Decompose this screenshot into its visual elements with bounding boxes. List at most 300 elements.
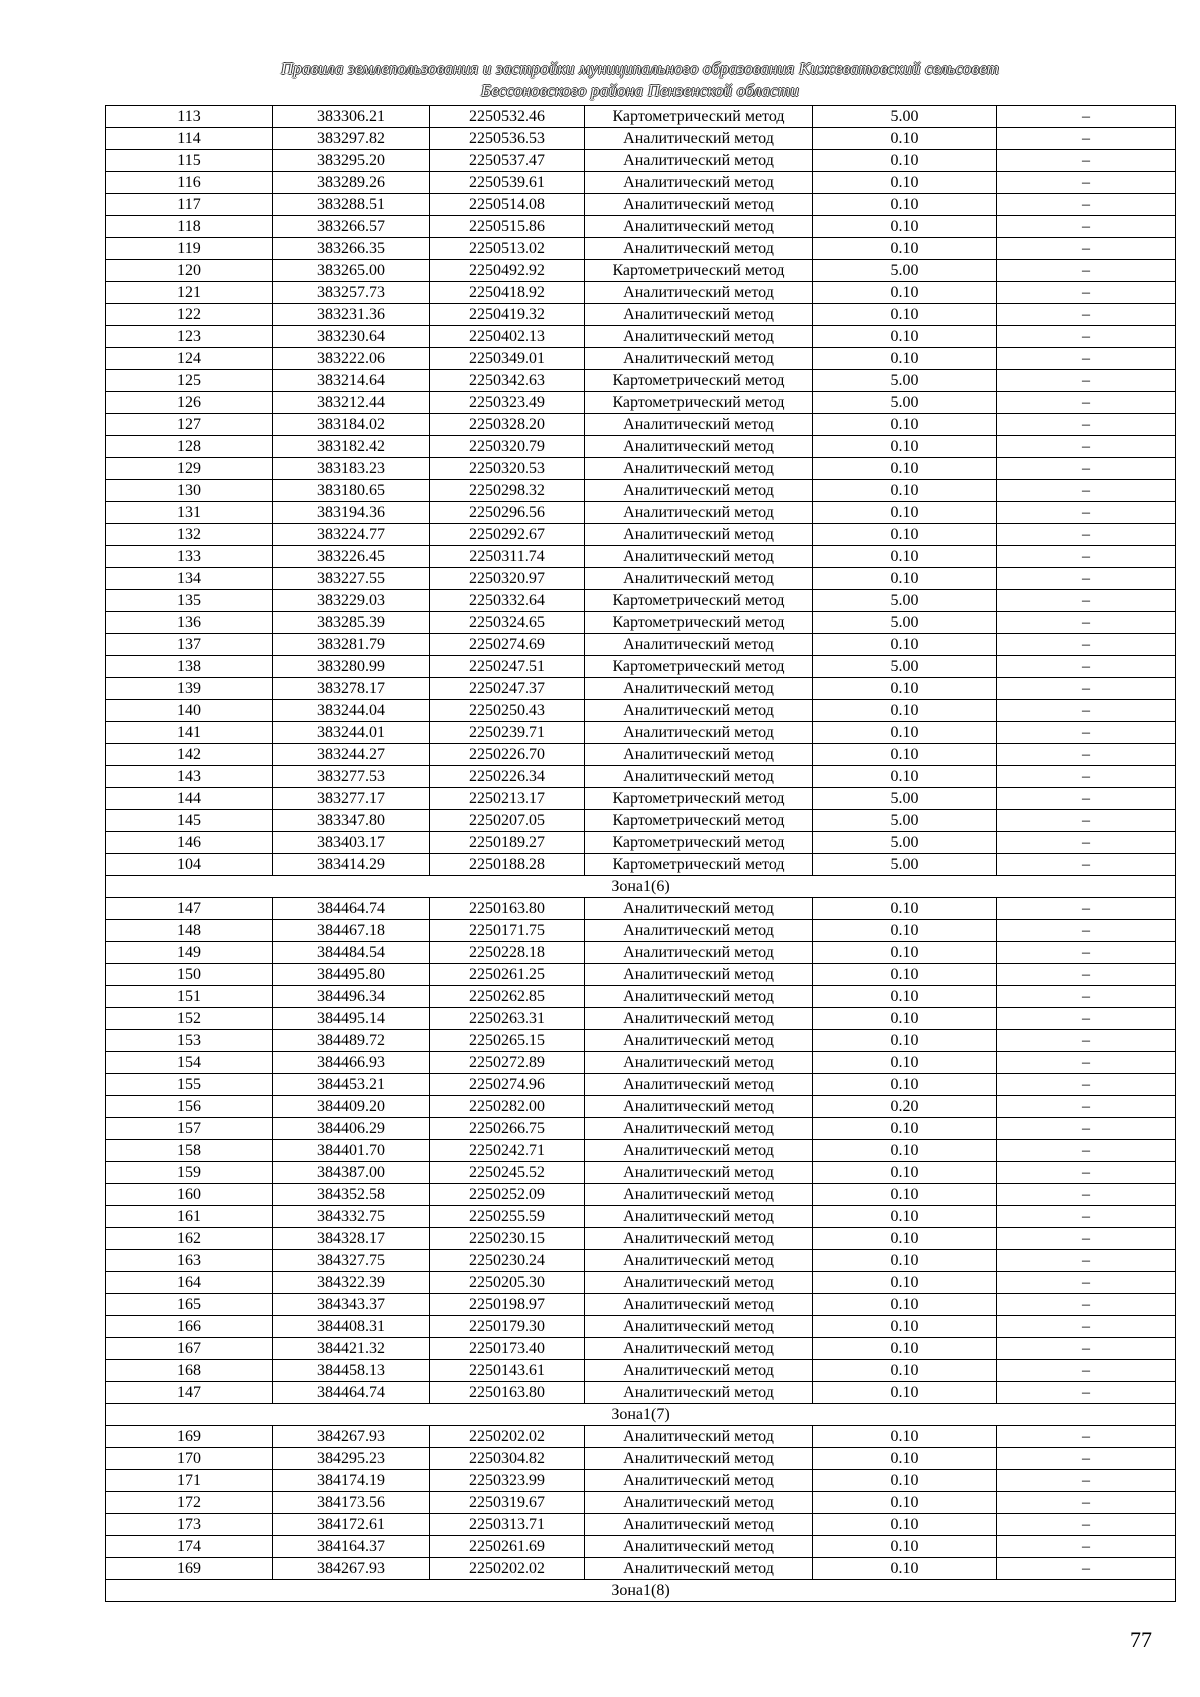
method-cell: Аналитический метод <box>585 282 813 304</box>
precision-cell: 5.00 <box>813 832 997 854</box>
point-number-cell: 133 <box>106 546 273 568</box>
precision-cell: 0.10 <box>813 414 997 436</box>
method-cell: Аналитический метод <box>585 700 813 722</box>
description-cell: – <box>997 502 1176 524</box>
y-coordinate-cell: 2250349.01 <box>430 348 585 370</box>
page-number: 77 <box>1130 1627 1152 1652</box>
point-number-cell: 169 <box>106 1426 273 1448</box>
point-number-cell: 127 <box>106 414 273 436</box>
x-coordinate-cell: 383266.57 <box>273 216 430 238</box>
description-cell: – <box>997 436 1176 458</box>
table-row <box>106 1492 1176 1514</box>
precision-cell: 0.10 <box>813 216 997 238</box>
y-coordinate-cell: 2250274.69 <box>430 634 585 656</box>
method-cell: Аналитический метод <box>585 568 813 590</box>
point-number-cell: 144 <box>106 788 273 810</box>
method-cell: Картометрический метод <box>585 612 813 634</box>
point-number-cell: 147 <box>106 1382 273 1404</box>
x-coordinate-cell: 383184.02 <box>273 414 430 436</box>
precision-cell: 0.10 <box>813 634 997 656</box>
table-row <box>106 1558 1176 1580</box>
table-row <box>106 1008 1176 1030</box>
description-cell: – <box>997 810 1176 832</box>
precision-cell: 0.10 <box>813 986 997 1008</box>
precision-cell: 0.10 <box>813 1206 997 1228</box>
point-number-cell: 157 <box>106 1118 273 1140</box>
y-coordinate-cell: 2250515.86 <box>430 216 585 238</box>
precision-cell: 5.00 <box>813 612 997 634</box>
x-coordinate-cell: 384408.31 <box>273 1316 430 1338</box>
precision-cell: 0.10 <box>813 1558 997 1580</box>
method-cell: Аналитический метод <box>585 1074 813 1096</box>
x-coordinate-cell: 384464.74 <box>273 1382 430 1404</box>
zone-label: Зона1(8) <box>106 1580 1176 1602</box>
point-number-cell: 113 <box>106 106 273 128</box>
method-cell: Аналитический метод <box>585 150 813 172</box>
method-cell: Аналитический метод <box>585 1316 813 1338</box>
table-row <box>106 1448 1176 1470</box>
point-number-cell: 128 <box>106 436 273 458</box>
point-number-cell: 125 <box>106 370 273 392</box>
description-cell: – <box>997 656 1176 678</box>
description-cell: – <box>997 590 1176 612</box>
point-number-cell: 161 <box>106 1206 273 1228</box>
y-coordinate-cell: 2250250.43 <box>430 700 585 722</box>
y-coordinate-cell: 2250332.64 <box>430 590 585 612</box>
table-row <box>106 1514 1176 1536</box>
method-cell: Аналитический метод <box>585 304 813 326</box>
x-coordinate-cell: 384172.61 <box>273 1514 430 1536</box>
x-coordinate-cell: 383226.45 <box>273 546 430 568</box>
x-coordinate-cell: 383295.20 <box>273 150 430 172</box>
x-coordinate-cell: 384484.54 <box>273 942 430 964</box>
precision-cell: 0.10 <box>813 1118 997 1140</box>
y-coordinate-cell: 2250163.80 <box>430 1382 585 1404</box>
description-cell: – <box>997 370 1176 392</box>
description-cell: – <box>997 1118 1176 1140</box>
precision-cell: 0.10 <box>813 238 997 260</box>
table-row <box>106 722 1176 744</box>
description-cell: – <box>997 304 1176 326</box>
point-number-cell: 118 <box>106 216 273 238</box>
y-coordinate-cell: 2250320.53 <box>430 458 585 480</box>
table-row <box>106 216 1176 238</box>
method-cell: Аналитический метод <box>585 458 813 480</box>
y-coordinate-cell: 2250319.67 <box>430 1492 585 1514</box>
point-number-cell: 155 <box>106 1074 273 1096</box>
description-cell: – <box>997 458 1176 480</box>
x-coordinate-cell: 383244.27 <box>273 744 430 766</box>
precision-cell: 0.10 <box>813 1316 997 1338</box>
method-cell: Аналитический метод <box>585 1426 813 1448</box>
description-cell: – <box>997 700 1176 722</box>
point-number-cell: 164 <box>106 1272 273 1294</box>
method-cell: Аналитический метод <box>585 964 813 986</box>
method-cell: Аналитический метод <box>585 194 813 216</box>
x-coordinate-cell: 384332.75 <box>273 1206 430 1228</box>
precision-cell: 0.10 <box>813 1250 997 1272</box>
method-cell: Картометрический метод <box>585 106 813 128</box>
table-row <box>106 172 1176 194</box>
description-cell: – <box>997 1382 1176 1404</box>
precision-cell: 0.10 <box>813 1492 997 1514</box>
y-coordinate-cell: 2250272.89 <box>430 1052 585 1074</box>
method-cell: Аналитический метод <box>585 920 813 942</box>
description-cell: – <box>997 744 1176 766</box>
precision-cell: 5.00 <box>813 810 997 832</box>
y-coordinate-cell: 2250296.56 <box>430 502 585 524</box>
y-coordinate-cell: 2250274.96 <box>430 1074 585 1096</box>
y-coordinate-cell: 2250207.05 <box>430 810 585 832</box>
running-header-line-2: Бессоновского района Пензенской области <box>480 81 800 100</box>
point-number-cell: 141 <box>106 722 273 744</box>
table-row <box>106 1470 1176 1492</box>
table-row <box>106 370 1176 392</box>
method-cell: Аналитический метод <box>585 128 813 150</box>
method-cell: Аналитический метод <box>585 1052 813 1074</box>
point-number-cell: 146 <box>106 832 273 854</box>
table-row <box>106 788 1176 810</box>
method-cell: Аналитический метод <box>585 216 813 238</box>
method-cell: Аналитический метод <box>585 766 813 788</box>
table-row <box>106 128 1176 150</box>
y-coordinate-cell: 2250173.40 <box>430 1338 585 1360</box>
description-cell: – <box>997 1448 1176 1470</box>
x-coordinate-cell: 384406.29 <box>273 1118 430 1140</box>
description-cell: – <box>997 524 1176 546</box>
x-coordinate-cell: 383194.36 <box>273 502 430 524</box>
description-cell: – <box>997 1514 1176 1536</box>
method-cell: Аналитический метод <box>585 1118 813 1140</box>
y-coordinate-cell: 2250230.24 <box>430 1250 585 1272</box>
point-number-cell: 120 <box>106 260 273 282</box>
description-cell: – <box>997 216 1176 238</box>
description-cell: – <box>997 150 1176 172</box>
precision-cell: 0.10 <box>813 1514 997 1536</box>
y-coordinate-cell: 2250304.82 <box>430 1448 585 1470</box>
method-cell: Аналитический метод <box>585 1228 813 1250</box>
x-coordinate-cell: 384453.21 <box>273 1074 430 1096</box>
description-cell: – <box>997 392 1176 414</box>
x-coordinate-cell: 383183.23 <box>273 458 430 480</box>
table-row <box>106 1228 1176 1250</box>
method-cell: Аналитический метод <box>585 1360 813 1382</box>
table-row <box>106 1294 1176 1316</box>
table-row <box>106 942 1176 964</box>
point-number-cell: 129 <box>106 458 273 480</box>
description-cell: – <box>997 194 1176 216</box>
table-row <box>106 348 1176 370</box>
point-number-cell: 115 <box>106 150 273 172</box>
y-coordinate-cell: 2250265.15 <box>430 1030 585 1052</box>
point-number-cell: 137 <box>106 634 273 656</box>
table-row <box>106 634 1176 656</box>
description-cell: – <box>997 106 1176 128</box>
precision-cell: 5.00 <box>813 260 997 282</box>
table-row <box>106 1536 1176 1558</box>
description-cell: – <box>997 1360 1176 1382</box>
precision-cell: 0.10 <box>813 942 997 964</box>
table-row <box>106 612 1176 634</box>
x-coordinate-cell: 384409.20 <box>273 1096 430 1118</box>
precision-cell: 0.10 <box>813 1140 997 1162</box>
y-coordinate-cell: 2250179.30 <box>430 1316 585 1338</box>
x-coordinate-cell: 384458.13 <box>273 1360 430 1382</box>
point-number-cell: 151 <box>106 986 273 1008</box>
precision-cell: 0.10 <box>813 326 997 348</box>
precision-cell: 0.10 <box>813 1162 997 1184</box>
table-row <box>106 1338 1176 1360</box>
x-coordinate-cell: 383414.29 <box>273 854 430 876</box>
description-cell: – <box>997 766 1176 788</box>
table-row <box>106 304 1176 326</box>
x-coordinate-cell: 383265.00 <box>273 260 430 282</box>
table-row <box>106 1052 1176 1074</box>
coordinates-table <box>105 105 1176 1602</box>
zone-header-row <box>106 876 1176 898</box>
precision-cell: 0.10 <box>813 1074 997 1096</box>
x-coordinate-cell: 384295.23 <box>273 1448 430 1470</box>
y-coordinate-cell: 2250539.61 <box>430 172 585 194</box>
precision-cell: 0.10 <box>813 964 997 986</box>
method-cell: Аналитический метод <box>585 1514 813 1536</box>
point-number-cell: 169 <box>106 1558 273 1580</box>
point-number-cell: 168 <box>106 1360 273 1382</box>
zone-label: Зона1(7) <box>106 1404 1176 1426</box>
x-coordinate-cell: 383244.01 <box>273 722 430 744</box>
x-coordinate-cell: 384467.18 <box>273 920 430 942</box>
method-cell: Картометрический метод <box>585 810 813 832</box>
precision-cell: 0.10 <box>813 1382 997 1404</box>
method-cell: Картометрический метод <box>585 392 813 414</box>
method-cell: Аналитический метод <box>585 326 813 348</box>
description-cell: – <box>997 1008 1176 1030</box>
point-number-cell: 163 <box>106 1250 273 1272</box>
precision-cell: 0.10 <box>813 1360 997 1382</box>
precision-cell: 5.00 <box>813 788 997 810</box>
table-row <box>106 260 1176 282</box>
point-number-cell: 145 <box>106 810 273 832</box>
y-coordinate-cell: 2250282.00 <box>430 1096 585 1118</box>
description-cell: – <box>997 568 1176 590</box>
x-coordinate-cell: 384267.93 <box>273 1426 430 1448</box>
point-number-cell: 156 <box>106 1096 273 1118</box>
table-row <box>106 744 1176 766</box>
point-number-cell: 119 <box>106 238 273 260</box>
y-coordinate-cell: 2250230.15 <box>430 1228 585 1250</box>
description-cell: – <box>997 348 1176 370</box>
description-cell: – <box>997 238 1176 260</box>
y-coordinate-cell: 2250228.18 <box>430 942 585 964</box>
point-number-cell: 147 <box>106 898 273 920</box>
table-row <box>106 1140 1176 1162</box>
table-row <box>106 1184 1176 1206</box>
point-number-cell: 166 <box>106 1316 273 1338</box>
x-coordinate-cell: 384322.39 <box>273 1272 430 1294</box>
table-row <box>106 1206 1176 1228</box>
precision-cell: 0.10 <box>813 1008 997 1030</box>
method-cell: Аналитический метод <box>585 1030 813 1052</box>
point-number-cell: 126 <box>106 392 273 414</box>
method-cell: Аналитический метод <box>585 1492 813 1514</box>
method-cell: Аналитический метод <box>585 172 813 194</box>
y-coordinate-cell: 2250328.20 <box>430 414 585 436</box>
x-coordinate-cell: 384343.37 <box>273 1294 430 1316</box>
x-coordinate-cell: 383227.55 <box>273 568 430 590</box>
x-coordinate-cell: 384387.00 <box>273 1162 430 1184</box>
method-cell: Аналитический метод <box>585 1140 813 1162</box>
precision-cell: 0.10 <box>813 1426 997 1448</box>
method-cell: Аналитический метод <box>585 1448 813 1470</box>
description-cell: – <box>997 260 1176 282</box>
point-number-cell: 117 <box>106 194 273 216</box>
y-coordinate-cell: 2250188.28 <box>430 854 585 876</box>
x-coordinate-cell: 384174.19 <box>273 1470 430 1492</box>
table-row <box>106 1250 1176 1272</box>
method-cell: Аналитический метод <box>585 480 813 502</box>
description-cell: – <box>997 1228 1176 1250</box>
y-coordinate-cell: 2250261.69 <box>430 1536 585 1558</box>
description-cell: – <box>997 722 1176 744</box>
precision-cell: 0.10 <box>813 1470 997 1492</box>
precision-cell: 0.10 <box>813 348 997 370</box>
table-row <box>106 854 1176 876</box>
point-number-cell: 124 <box>106 348 273 370</box>
table-row <box>106 106 1176 128</box>
y-coordinate-cell: 2250263.31 <box>430 1008 585 1030</box>
method-cell: Аналитический метод <box>585 744 813 766</box>
description-cell: – <box>997 1316 1176 1338</box>
y-coordinate-cell: 2250536.53 <box>430 128 585 150</box>
description-cell: – <box>997 172 1176 194</box>
table-row <box>106 194 1176 216</box>
description-cell: – <box>997 1272 1176 1294</box>
point-number-cell: 159 <box>106 1162 273 1184</box>
x-coordinate-cell: 383257.73 <box>273 282 430 304</box>
precision-cell: 0.10 <box>813 1294 997 1316</box>
x-coordinate-cell: 384327.75 <box>273 1250 430 1272</box>
table-row <box>106 524 1176 546</box>
method-cell: Картометрический метод <box>585 832 813 854</box>
method-cell: Аналитический метод <box>585 348 813 370</box>
point-number-cell: 114 <box>106 128 273 150</box>
method-cell: Аналитический метод <box>585 898 813 920</box>
method-cell: Аналитический метод <box>585 1536 813 1558</box>
point-number-cell: 171 <box>106 1470 273 1492</box>
precision-cell: 0.10 <box>813 700 997 722</box>
y-coordinate-cell: 2250320.79 <box>430 436 585 458</box>
description-cell: – <box>997 986 1176 1008</box>
y-coordinate-cell: 2250226.34 <box>430 766 585 788</box>
y-coordinate-cell: 2250298.32 <box>430 480 585 502</box>
y-coordinate-cell: 2250418.92 <box>430 282 585 304</box>
method-cell: Аналитический метод <box>585 238 813 260</box>
x-coordinate-cell: 383277.17 <box>273 788 430 810</box>
y-coordinate-cell: 2250202.02 <box>430 1426 585 1448</box>
point-number-cell: 150 <box>106 964 273 986</box>
y-coordinate-cell: 2250202.02 <box>430 1558 585 1580</box>
table-row <box>106 568 1176 590</box>
precision-cell: 0.10 <box>813 1052 997 1074</box>
description-cell: – <box>997 1030 1176 1052</box>
precision-cell: 0.10 <box>813 1272 997 1294</box>
description-cell: – <box>997 942 1176 964</box>
y-coordinate-cell: 2250313.71 <box>430 1514 585 1536</box>
method-cell: Картометрический метод <box>585 788 813 810</box>
table-row <box>106 326 1176 348</box>
method-cell: Аналитический метод <box>585 1272 813 1294</box>
method-cell: Аналитический метод <box>585 986 813 1008</box>
y-coordinate-cell: 2250242.71 <box>430 1140 585 1162</box>
x-coordinate-cell: 384489.72 <box>273 1030 430 1052</box>
description-cell: – <box>997 1558 1176 1580</box>
y-coordinate-cell: 2250402.13 <box>430 326 585 348</box>
x-coordinate-cell: 384328.17 <box>273 1228 430 1250</box>
method-cell: Аналитический метод <box>585 678 813 700</box>
precision-cell: 0.10 <box>813 282 997 304</box>
table-row <box>106 150 1176 172</box>
table-row <box>106 1316 1176 1338</box>
table-row <box>106 1272 1176 1294</box>
x-coordinate-cell: 384466.93 <box>273 1052 430 1074</box>
method-cell: Картометрический метод <box>585 260 813 282</box>
point-number-cell: 138 <box>106 656 273 678</box>
table-row <box>106 810 1176 832</box>
table-row <box>106 502 1176 524</box>
precision-cell: 5.00 <box>813 370 997 392</box>
x-coordinate-cell: 383278.17 <box>273 678 430 700</box>
x-coordinate-cell: 384464.74 <box>273 898 430 920</box>
method-cell: Аналитический метод <box>585 1558 813 1580</box>
precision-cell: 0.10 <box>813 1448 997 1470</box>
y-coordinate-cell: 2250262.85 <box>430 986 585 1008</box>
precision-cell: 5.00 <box>813 590 997 612</box>
table-row <box>106 1426 1176 1448</box>
point-number-cell: 139 <box>106 678 273 700</box>
coordinates-table-body <box>106 106 1176 1602</box>
method-cell: Аналитический метод <box>585 1162 813 1184</box>
x-coordinate-cell: 383285.39 <box>273 612 430 634</box>
running-header <box>100 58 1180 102</box>
point-number-cell: 140 <box>106 700 273 722</box>
table-row <box>106 480 1176 502</box>
table-row <box>106 238 1176 260</box>
x-coordinate-cell: 383182.42 <box>273 436 430 458</box>
table-row <box>106 1162 1176 1184</box>
x-coordinate-cell: 383280.99 <box>273 656 430 678</box>
point-number-cell: 121 <box>106 282 273 304</box>
description-cell: – <box>997 1140 1176 1162</box>
description-cell: – <box>997 1162 1176 1184</box>
point-number-cell: 174 <box>106 1536 273 1558</box>
description-cell: – <box>997 480 1176 502</box>
x-coordinate-cell: 383222.06 <box>273 348 430 370</box>
table-row <box>106 700 1176 722</box>
y-coordinate-cell: 2250143.61 <box>430 1360 585 1382</box>
x-coordinate-cell: 383297.82 <box>273 128 430 150</box>
x-coordinate-cell: 383289.26 <box>273 172 430 194</box>
x-coordinate-cell: 383180.65 <box>273 480 430 502</box>
y-coordinate-cell: 2250492.92 <box>430 260 585 282</box>
description-cell: – <box>997 612 1176 634</box>
description-cell: – <box>997 898 1176 920</box>
point-number-cell: 136 <box>106 612 273 634</box>
y-coordinate-cell: 2250213.17 <box>430 788 585 810</box>
method-cell: Аналитический метод <box>585 1184 813 1206</box>
point-number-cell: 165 <box>106 1294 273 1316</box>
point-number-cell: 143 <box>106 766 273 788</box>
description-cell: – <box>997 964 1176 986</box>
